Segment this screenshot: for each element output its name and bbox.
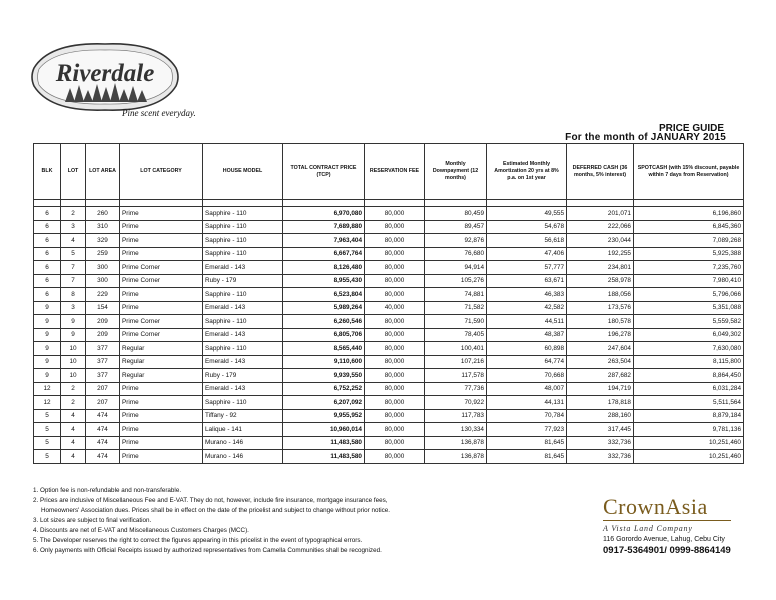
table-cell: 234,801: [567, 261, 634, 275]
table-row: [34, 234, 744, 248]
table-cell: 6,049,302: [634, 328, 744, 342]
table-cell: 49,555: [487, 207, 567, 221]
table-cell: 9,110,600: [283, 355, 365, 369]
table-cell: 117,783: [425, 409, 487, 423]
table-cell: 8,565,440: [283, 342, 365, 356]
table-row: [34, 436, 744, 450]
table-cell: 5: [34, 450, 61, 464]
table-cell: 3: [61, 220, 86, 234]
table-cell: 81,645: [487, 436, 567, 450]
table-cell: 74,881: [425, 288, 487, 302]
table-cell: 80,000: [365, 247, 425, 261]
table-row: [34, 261, 744, 275]
table-cell: 80,000: [365, 382, 425, 396]
table-cell: 474: [86, 423, 120, 437]
table-cell: 8,115,800: [634, 355, 744, 369]
table-cell: 6,752,252: [283, 382, 365, 396]
table-cell: 6,260,546: [283, 315, 365, 329]
table-cell: 5: [34, 436, 61, 450]
table-cell: 9: [34, 342, 61, 356]
table-cell: 207: [86, 382, 120, 396]
table-cell: 70,922: [425, 396, 487, 410]
table-cell: 180,578: [567, 315, 634, 329]
table-cell: 136,878: [425, 450, 487, 464]
developer-block: [603, 496, 743, 556]
table-cell: Sapphire - 110: [203, 342, 283, 356]
table-cell: 6,523,804: [283, 288, 365, 302]
table-cell: 5,925,388: [634, 247, 744, 261]
table-row: [34, 301, 744, 315]
table-cell: 117,578: [425, 369, 487, 383]
table-cell: 56,618: [487, 234, 567, 248]
table-cell: 12: [34, 382, 61, 396]
table-cell: 7: [61, 261, 86, 275]
developer-divider: [603, 520, 731, 521]
table-cell: 9: [34, 301, 61, 315]
table-cell: 40,000: [365, 301, 425, 315]
table-cell: 4: [61, 423, 86, 437]
table-cell: 80,000: [365, 409, 425, 423]
table-cell: Tiffany - 92: [203, 409, 283, 423]
table-cell: 136,878: [425, 436, 487, 450]
table-cell: 80,459: [425, 207, 487, 221]
table-cell: 63,671: [487, 274, 567, 288]
table-cell: 300: [86, 261, 120, 275]
table-cell: 60,898: [487, 342, 567, 356]
table-cell: 80,000: [365, 342, 425, 356]
table-cell: 107,216: [425, 355, 487, 369]
table-cell: 7: [61, 274, 86, 288]
table-row: [34, 207, 744, 221]
footnote: 2. Prices are inclusive of Miscellaneous Fee and E-VAT. They do not, however, include fire insurance, mortgage insurance fees,: [33, 497, 388, 504]
table-cell: 44,131: [487, 396, 567, 410]
table-cell: 44,511: [487, 315, 567, 329]
table-cell: 71,582: [425, 301, 487, 315]
table-row: [34, 382, 744, 396]
table-cell: 6: [34, 261, 61, 275]
col-header-blk: BLK: [34, 144, 61, 200]
table-cell: 5,351,088: [634, 301, 744, 315]
table-cell: 9: [61, 315, 86, 329]
table-cell: 9: [34, 315, 61, 329]
table-cell: 42,582: [487, 301, 567, 315]
table-cell: 9: [61, 328, 86, 342]
table-cell: 288,160: [567, 409, 634, 423]
table-cell: 80,000: [365, 328, 425, 342]
table-cell: 6,805,706: [283, 328, 365, 342]
riverdale-logo: [30, 38, 180, 116]
table-cell: 5: [61, 247, 86, 261]
table-cell: Emerald - 143: [203, 261, 283, 275]
table-cell: 7,630,080: [634, 342, 744, 356]
table-cell: 10,960,014: [283, 423, 365, 437]
table-cell: 7,235,760: [634, 261, 744, 275]
table-cell: 80,000: [365, 220, 425, 234]
table-cell: 196,278: [567, 328, 634, 342]
price-table: [33, 143, 744, 464]
table-cell: 11,483,580: [283, 436, 365, 450]
table-row: [34, 274, 744, 288]
table-cell: Prime: [120, 436, 203, 450]
table-cell: 300: [86, 274, 120, 288]
table-cell: 70,784: [487, 409, 567, 423]
table-cell: 10: [61, 342, 86, 356]
table-cell: Prime: [120, 382, 203, 396]
table-cell: 6: [34, 288, 61, 302]
table-cell: 80,000: [365, 423, 425, 437]
table-cell: 377: [86, 342, 120, 356]
table-cell: Sapphire - 110: [203, 315, 283, 329]
table-cell: 76,680: [425, 247, 487, 261]
table-cell: 5,796,066: [634, 288, 744, 302]
table-cell: 5,559,582: [634, 315, 744, 329]
table-header-row: [34, 144, 744, 200]
price-guide-month: For the month of JANUARY 2015: [565, 132, 726, 143]
table-cell: Prime Corner: [120, 261, 203, 275]
table-cell: 80,000: [365, 396, 425, 410]
table-cell: 9: [34, 355, 61, 369]
table-cell: Prime Corner: [120, 315, 203, 329]
table-cell: 100,401: [425, 342, 487, 356]
table-cell: 207: [86, 396, 120, 410]
table-cell: 48,007: [487, 382, 567, 396]
table-cell: 9: [34, 369, 61, 383]
table-cell: Sapphire - 110: [203, 288, 283, 302]
table-cell: Sapphire - 110: [203, 234, 283, 248]
table-cell: 201,071: [567, 207, 634, 221]
table-cell: Emerald - 143: [203, 328, 283, 342]
table-cell: Sapphire - 110: [203, 207, 283, 221]
table-cell: 7,963,404: [283, 234, 365, 248]
table-row: [34, 247, 744, 261]
table-cell: 9: [34, 328, 61, 342]
table-row: [34, 315, 744, 329]
col-header-spotcash: SPOTCASH (with 15% discount, payable within 7 days from Reservation): [634, 144, 744, 200]
table-cell: Regular: [120, 355, 203, 369]
table-cell: 57,777: [487, 261, 567, 275]
table-cell: 247,604: [567, 342, 634, 356]
table-cell: 64,774: [487, 355, 567, 369]
table-cell: Prime: [120, 450, 203, 464]
table-cell: 310: [86, 220, 120, 234]
table-row: [34, 288, 744, 302]
table-cell: 9,955,952: [283, 409, 365, 423]
table-row: [34, 342, 744, 356]
table-cell: Prime: [120, 207, 203, 221]
table-cell: 3: [61, 301, 86, 315]
table-cell: 94,914: [425, 261, 487, 275]
table-cell: 329: [86, 234, 120, 248]
col-header-amortization: Estimated Monthly Amortization 20 yrs at 8% p.a. on 1st year: [487, 144, 567, 200]
table-cell: 2: [61, 396, 86, 410]
table-cell: Regular: [120, 342, 203, 356]
table-cell: Murano - 146: [203, 436, 283, 450]
table-cell: 5,989,264: [283, 301, 365, 315]
table-cell: 5,511,564: [634, 396, 744, 410]
table-cell: Sapphire - 110: [203, 396, 283, 410]
table-cell: Regular: [120, 369, 203, 383]
footnote: Homeowners' Association dues. Prices shall be in effect on the date of the pricelist and subject to change without prior notice.: [41, 507, 391, 514]
table-row: [34, 423, 744, 437]
table-cell: 6,207,092: [283, 396, 365, 410]
table-row: [34, 328, 744, 342]
table-cell: 48,387: [487, 328, 567, 342]
table-cell: 188,056: [567, 288, 634, 302]
table-cell: 5: [34, 423, 61, 437]
table-cell: 2: [61, 382, 86, 396]
table-cell: 192,255: [567, 247, 634, 261]
table-cell: 105,276: [425, 274, 487, 288]
table-cell: 70,668: [487, 369, 567, 383]
col-header-lot: LOT: [61, 144, 86, 200]
table-cell: 80,000: [365, 315, 425, 329]
table-cell: 81,645: [487, 450, 567, 464]
table-row: [34, 369, 744, 383]
table-cell: 229: [86, 288, 120, 302]
table-cell: 6: [34, 220, 61, 234]
table-cell: 4: [61, 436, 86, 450]
table-cell: 80,000: [365, 355, 425, 369]
logo-wordmark: Riverdale: [55, 60, 155, 87]
table-cell: Prime: [120, 301, 203, 315]
table-cell: Prime: [120, 409, 203, 423]
table-cell: 54,678: [487, 220, 567, 234]
table-cell: 80,000: [365, 369, 425, 383]
table-cell: 377: [86, 369, 120, 383]
table-cell: 377: [86, 355, 120, 369]
table-cell: 4: [61, 450, 86, 464]
table-cell: 89,457: [425, 220, 487, 234]
col-header-reservation-fee: RESERVATION FEE: [365, 144, 425, 200]
developer-address: 116 Gorordo Avenue, Lahug, Cebu City: [603, 535, 725, 543]
developer-logo: CrownAsia: [603, 494, 708, 519]
table-cell: 77,923: [487, 423, 567, 437]
table-cell: 9,939,550: [283, 369, 365, 383]
footnotes: [33, 486, 483, 556]
table-cell: 4: [61, 234, 86, 248]
table-cell: Emerald - 143: [203, 301, 283, 315]
table-cell: 230,044: [567, 234, 634, 248]
table-cell: Prime: [120, 234, 203, 248]
brand-tagline: Pine scent everyday.: [122, 108, 196, 118]
table-spacer-row: [34, 200, 744, 207]
table-cell: 80,000: [365, 261, 425, 275]
footnote: 1. Option fee is non-refundable and non-transferable.: [33, 487, 182, 494]
table-cell: 332,736: [567, 450, 634, 464]
table-cell: 332,736: [567, 436, 634, 450]
table-cell: 8: [61, 288, 86, 302]
table-cell: 7,089,268: [634, 234, 744, 248]
table-cell: Prime: [120, 423, 203, 437]
table-cell: 209: [86, 328, 120, 342]
table-cell: 7,980,410: [634, 274, 744, 288]
table-cell: 80,000: [365, 450, 425, 464]
table-cell: 80,000: [365, 274, 425, 288]
table-cell: Prime: [120, 247, 203, 261]
table-cell: Murano - 146: [203, 450, 283, 464]
table-cell: 154: [86, 301, 120, 315]
table-cell: 194,719: [567, 382, 634, 396]
table-cell: 10: [61, 369, 86, 383]
table-cell: 6: [34, 274, 61, 288]
table-cell: Emerald - 143: [203, 382, 283, 396]
table-row: [34, 396, 744, 410]
table-cell: 80,000: [365, 207, 425, 221]
footnote: 3. Lot sizes are subject to final verification.: [33, 517, 152, 524]
table-cell: Prime Corner: [120, 274, 203, 288]
footnote: 6. Only payments with Official Receipts issued by authorized representatives from Camella Communities shall be recognized.: [33, 547, 382, 554]
table-cell: 287,682: [567, 369, 634, 383]
table-cell: 10,251,460: [634, 436, 744, 450]
table-cell: 8,126,480: [283, 261, 365, 275]
table-cell: Ruby - 179: [203, 274, 283, 288]
table-cell: 47,406: [487, 247, 567, 261]
table-row: [34, 409, 744, 423]
table-cell: 6,667,764: [283, 247, 365, 261]
table-cell: 173,576: [567, 301, 634, 315]
table-cell: 5: [34, 409, 61, 423]
table-cell: 8,955,430: [283, 274, 365, 288]
table-cell: 474: [86, 436, 120, 450]
table-cell: 260: [86, 207, 120, 221]
table-cell: 6,845,360: [634, 220, 744, 234]
table-cell: 317,445: [567, 423, 634, 437]
table-row: [34, 355, 744, 369]
table-cell: 11,483,580: [283, 450, 365, 464]
table-cell: 10: [61, 355, 86, 369]
table-cell: 222,066: [567, 220, 634, 234]
table-cell: Prime: [120, 396, 203, 410]
table-cell: 8,879,184: [634, 409, 744, 423]
table-cell: 259: [86, 247, 120, 261]
table-cell: 80,000: [365, 288, 425, 302]
table-cell: 9,781,136: [634, 423, 744, 437]
table-cell: 6,031,284: [634, 382, 744, 396]
table-cell: 6,196,860: [634, 207, 744, 221]
table-cell: 258,978: [567, 274, 634, 288]
developer-phone: 0917-5364901/ 0999-8864149: [603, 544, 731, 556]
table-cell: 263,504: [567, 355, 634, 369]
table-cell: 12: [34, 396, 61, 410]
table-cell: 474: [86, 409, 120, 423]
table-row: [34, 450, 744, 464]
table-cell: Prime: [120, 220, 203, 234]
table-cell: 178,818: [567, 396, 634, 410]
table-cell: 46,383: [487, 288, 567, 302]
table-cell: Ruby - 179: [203, 369, 283, 383]
table-cell: Emerald - 143: [203, 355, 283, 369]
table-cell: Prime Corner: [120, 328, 203, 342]
col-header-tcp: TOTAL CONTRACT PRICE (TCP): [283, 144, 365, 200]
table-cell: 80,000: [365, 234, 425, 248]
table-cell: 6: [34, 247, 61, 261]
table-cell: 2: [61, 207, 86, 221]
table-cell: 4: [61, 409, 86, 423]
table-cell: 80,000: [365, 436, 425, 450]
col-header-lot-area: LOT AREA: [86, 144, 120, 200]
table-cell: 6,970,080: [283, 207, 365, 221]
table-cell: 71,590: [425, 315, 487, 329]
table-cell: 6: [34, 207, 61, 221]
table-cell: 78,405: [425, 328, 487, 342]
table-cell: Sapphire - 110: [203, 247, 283, 261]
table-cell: Prime: [120, 288, 203, 302]
col-header-deferred-cash: DEFERRED CASH (36 months, 5% interest): [567, 144, 634, 200]
table-cell: 6: [34, 234, 61, 248]
price-guide-title: PRICE GUIDE: [658, 123, 724, 134]
col-header-monthly-downpayment: Monthly Downpayment (12 months): [425, 144, 487, 200]
table-cell: 10,251,460: [634, 450, 744, 464]
footnote: 5. The Developer reserves the right to correct the figures appearing in this pricelist in the event of typographical errors.: [33, 537, 363, 544]
table-cell: 130,334: [425, 423, 487, 437]
footnote: 4. Discounts are net of E-VAT and Miscellaneous Customers Charges (MCC).: [33, 527, 249, 534]
developer-subtitle: A Vista Land Company: [603, 523, 693, 533]
table-cell: 474: [86, 450, 120, 464]
table-cell: Lalique - 141: [203, 423, 283, 437]
table-row: [34, 220, 744, 234]
table-cell: 209: [86, 315, 120, 329]
table-cell: Sapphire - 110: [203, 220, 283, 234]
col-header-house-model: HOUSE MODEL: [203, 144, 283, 200]
table-cell: 8,864,450: [634, 369, 744, 383]
col-header-lot-category: LOT CATEGORY: [120, 144, 203, 200]
table-cell: 7,689,880: [283, 220, 365, 234]
table-cell: 77,736: [425, 382, 487, 396]
table-cell: 92,876: [425, 234, 487, 248]
